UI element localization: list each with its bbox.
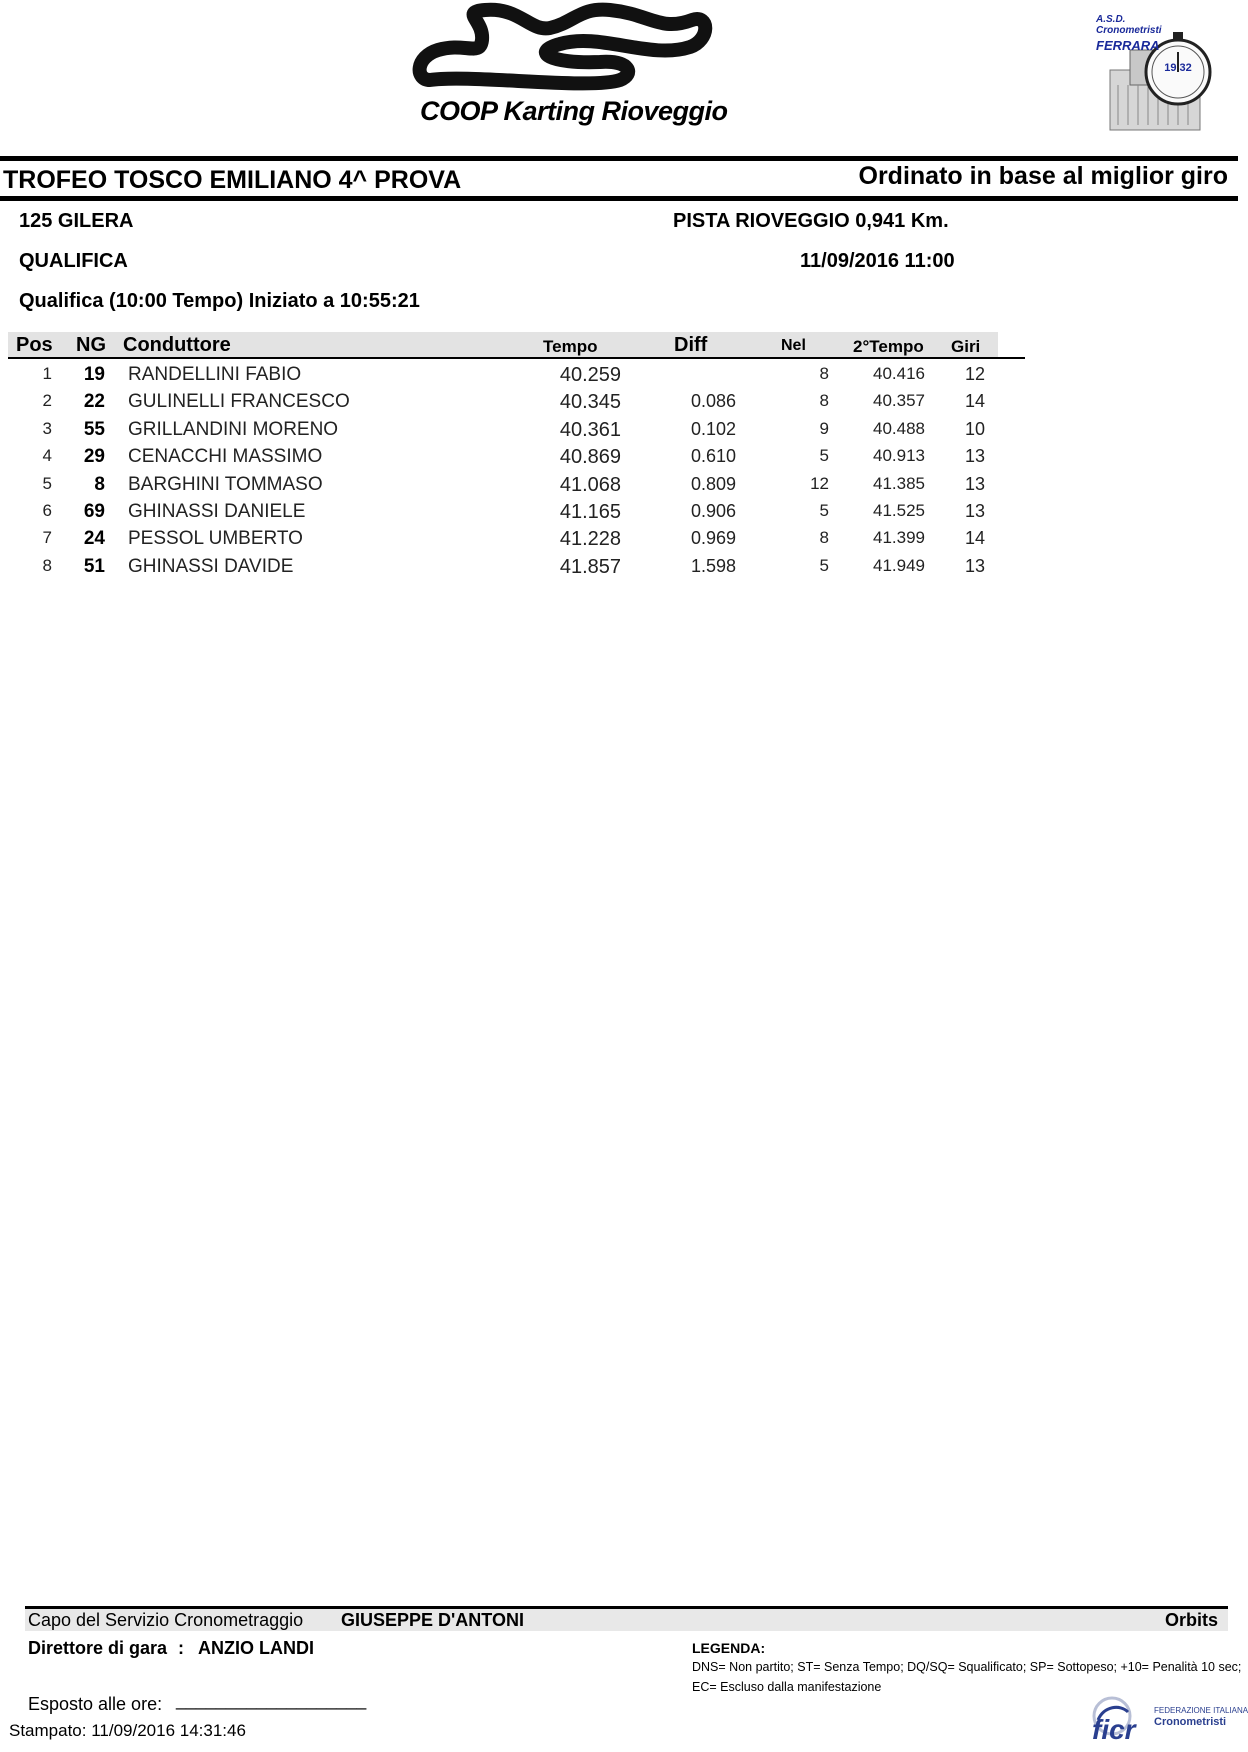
cell-tempo2: 41.525 — [873, 501, 925, 520]
cell-nel: 8 — [819, 364, 829, 383]
printed-timestamp: Stampato: 11/09/2016 14:31:46 — [9, 1721, 246, 1740]
logo-ferrara: FERRARA — [1096, 38, 1160, 53]
category: 125 GILERA — [19, 210, 134, 232]
header-diff: Diff — [674, 334, 708, 356]
cell-driver: RANDELLINI FABIO — [128, 364, 302, 385]
cell-nel: 5 — [819, 501, 829, 520]
cell-pos: 4 — [42, 446, 52, 465]
cell-tempo2: 41.385 — [873, 474, 925, 493]
session-detail: Qualifica (10:00 Tempo) Iniziato a 10:55:21 — [19, 290, 420, 312]
header-giri: Giri — [951, 337, 981, 356]
logo-cronometristi: Cronometristi — [1096, 25, 1162, 36]
cell-tempo: 40.345 — [559, 391, 621, 413]
cell-tempo: 40.259 — [559, 364, 621, 386]
cell-pos: 6 — [42, 501, 52, 520]
cell-ng: 29 — [83, 446, 105, 467]
cell-pos: 7 — [42, 528, 52, 547]
karting-logo — [410, 2, 728, 134]
cell-diff: 0.610 — [690, 446, 736, 466]
cell-nel: 5 — [819, 446, 829, 465]
legend-title: LEGENDA: — [692, 1640, 766, 1656]
cell-tempo: 41.165 — [559, 501, 621, 523]
ferrara-timing-logo — [1090, 10, 1220, 138]
cell-ng: 19 — [83, 364, 105, 385]
table-row — [0, 501, 1238, 528]
cell-driver: GULINELLI FRANCESCO — [128, 391, 350, 412]
cell-diff: 0.809 — [690, 474, 736, 494]
posted-blank-line: ___________________ — [176, 1690, 367, 1710]
cell-diff: 1.598 — [690, 556, 736, 576]
cell-nel: 9 — [819, 419, 829, 438]
cell-diff: 0.086 — [690, 391, 736, 411]
cell-tempo2: 41.399 — [873, 528, 925, 547]
table-row — [0, 364, 1238, 391]
header-nel: Nel — [781, 337, 806, 354]
ficr-line-1: FEDERAZIONE ITALIANA — [1154, 1706, 1248, 1715]
cell-diff: 0.969 — [690, 528, 736, 548]
cell-driver: GHINASSI DAVIDE — [128, 556, 294, 577]
race-director-label: Direttore di gara — [28, 1638, 168, 1658]
race-director-separator: : — [178, 1638, 184, 1658]
cell-giri: 13 — [964, 501, 985, 521]
cell-nel: 5 — [819, 556, 829, 575]
cell-giri: 12 — [964, 364, 985, 384]
cell-diff: 0.906 — [690, 501, 736, 521]
cell-driver: GHINASSI DANIELE — [128, 501, 306, 522]
header-tempo: Tempo — [543, 337, 598, 356]
cell-driver: PESSOL UMBERTO — [128, 528, 303, 549]
cell-tempo: 41.068 — [559, 474, 621, 496]
table-row — [0, 391, 1238, 418]
table-row — [0, 419, 1238, 446]
cell-pos: 5 — [42, 474, 52, 493]
ficr-line-2: Cronometristi — [1154, 1716, 1227, 1728]
cell-tempo2: 40.488 — [873, 419, 925, 438]
posted-label: Esposto alle ore: — [28, 1694, 163, 1714]
cell-pos: 1 — [42, 364, 52, 383]
cell-tempo2: 40.913 — [873, 446, 925, 465]
cell-tempo2: 40.416 — [873, 364, 925, 383]
ficr-logo-text: ficr — [1092, 1714, 1136, 1745]
cell-diff: 0.102 — [690, 419, 736, 439]
session-datetime: 11/09/2016 11:00 — [800, 250, 955, 272]
cell-driver: BARGHINI TOMMASO — [128, 474, 323, 495]
legend-line-1: DNS= Non partito; ST= Senza Tempo; DQ/SQ= Squalificato; SP= Sottopeso; +10= Penalità 10 sec; — [692, 1660, 1242, 1674]
event-title: TROFEO TOSCO EMILIANO 4^ PROVA — [3, 166, 462, 194]
cell-ng: 55 — [83, 419, 105, 440]
header-tempo2: 2°Tempo — [853, 337, 924, 356]
cell-nel: 12 — [810, 474, 829, 493]
logo-year: 19 32 — [1164, 62, 1192, 74]
table-row — [0, 446, 1238, 473]
table-row — [0, 474, 1238, 501]
cell-ng: 22 — [83, 391, 105, 412]
race-director-name: ANZIO LANDI — [198, 1638, 314, 1658]
cell-tempo: 41.857 — [559, 556, 621, 578]
cell-ng: 8 — [94, 474, 105, 495]
cell-tempo: 41.228 — [559, 528, 621, 550]
cell-driver: GRILLANDINI MORENO — [128, 419, 339, 440]
cell-giri: 13 — [964, 556, 985, 576]
cell-nel: 8 — [819, 391, 829, 410]
track-info: PISTA RIOVEGGIO 0,941 Km. — [673, 210, 949, 232]
cell-pos: 8 — [42, 556, 52, 575]
cell-giri: 14 — [964, 528, 985, 548]
cell-ng: 51 — [83, 556, 105, 577]
logo-text: COOP Karting Rioveggio — [420, 96, 728, 126]
legend-line-2: EC= Escluso dalla manifestazione — [692, 1680, 882, 1694]
cell-tempo: 40.869 — [559, 446, 621, 468]
ficr-logo — [1090, 1692, 1248, 1748]
logo-asd: A.S.D. — [1096, 14, 1126, 25]
software-name: Orbits — [1164, 1610, 1218, 1630]
cell-tempo2: 41.949 — [873, 556, 925, 575]
header-driver: Conduttore — [123, 334, 231, 356]
cell-giri: 13 — [964, 474, 985, 494]
timing-chief-name: GIUSEPPE D'ANTONI — [341, 1610, 524, 1630]
cell-nel: 8 — [819, 528, 829, 547]
table-row — [0, 528, 1238, 555]
header-pos: Pos — [16, 334, 53, 356]
order-note: Ordinato in base al miglior giro — [858, 162, 1228, 190]
cell-ng: 24 — [83, 528, 105, 549]
session-name: QUALIFICA — [19, 250, 128, 272]
cell-pos: 3 — [42, 419, 52, 438]
cell-pos: 2 — [42, 391, 52, 410]
table-header-rule — [8, 357, 1025, 359]
cell-giri: 10 — [964, 419, 985, 439]
cell-tempo: 40.361 — [559, 419, 621, 441]
title-rule-bottom — [0, 196, 1238, 201]
table-row — [0, 556, 1238, 583]
cell-driver: CENACCHI MASSIMO — [128, 446, 323, 467]
title-rule-top — [0, 156, 1238, 161]
cell-giri: 14 — [964, 391, 985, 411]
header-ng: NG — [76, 334, 106, 356]
cell-ng: 69 — [83, 501, 105, 522]
cell-giri: 13 — [964, 446, 985, 466]
timing-chief-label: Capo del Servizio Cronometraggio — [28, 1610, 304, 1630]
cell-tempo2: 40.357 — [873, 391, 925, 410]
